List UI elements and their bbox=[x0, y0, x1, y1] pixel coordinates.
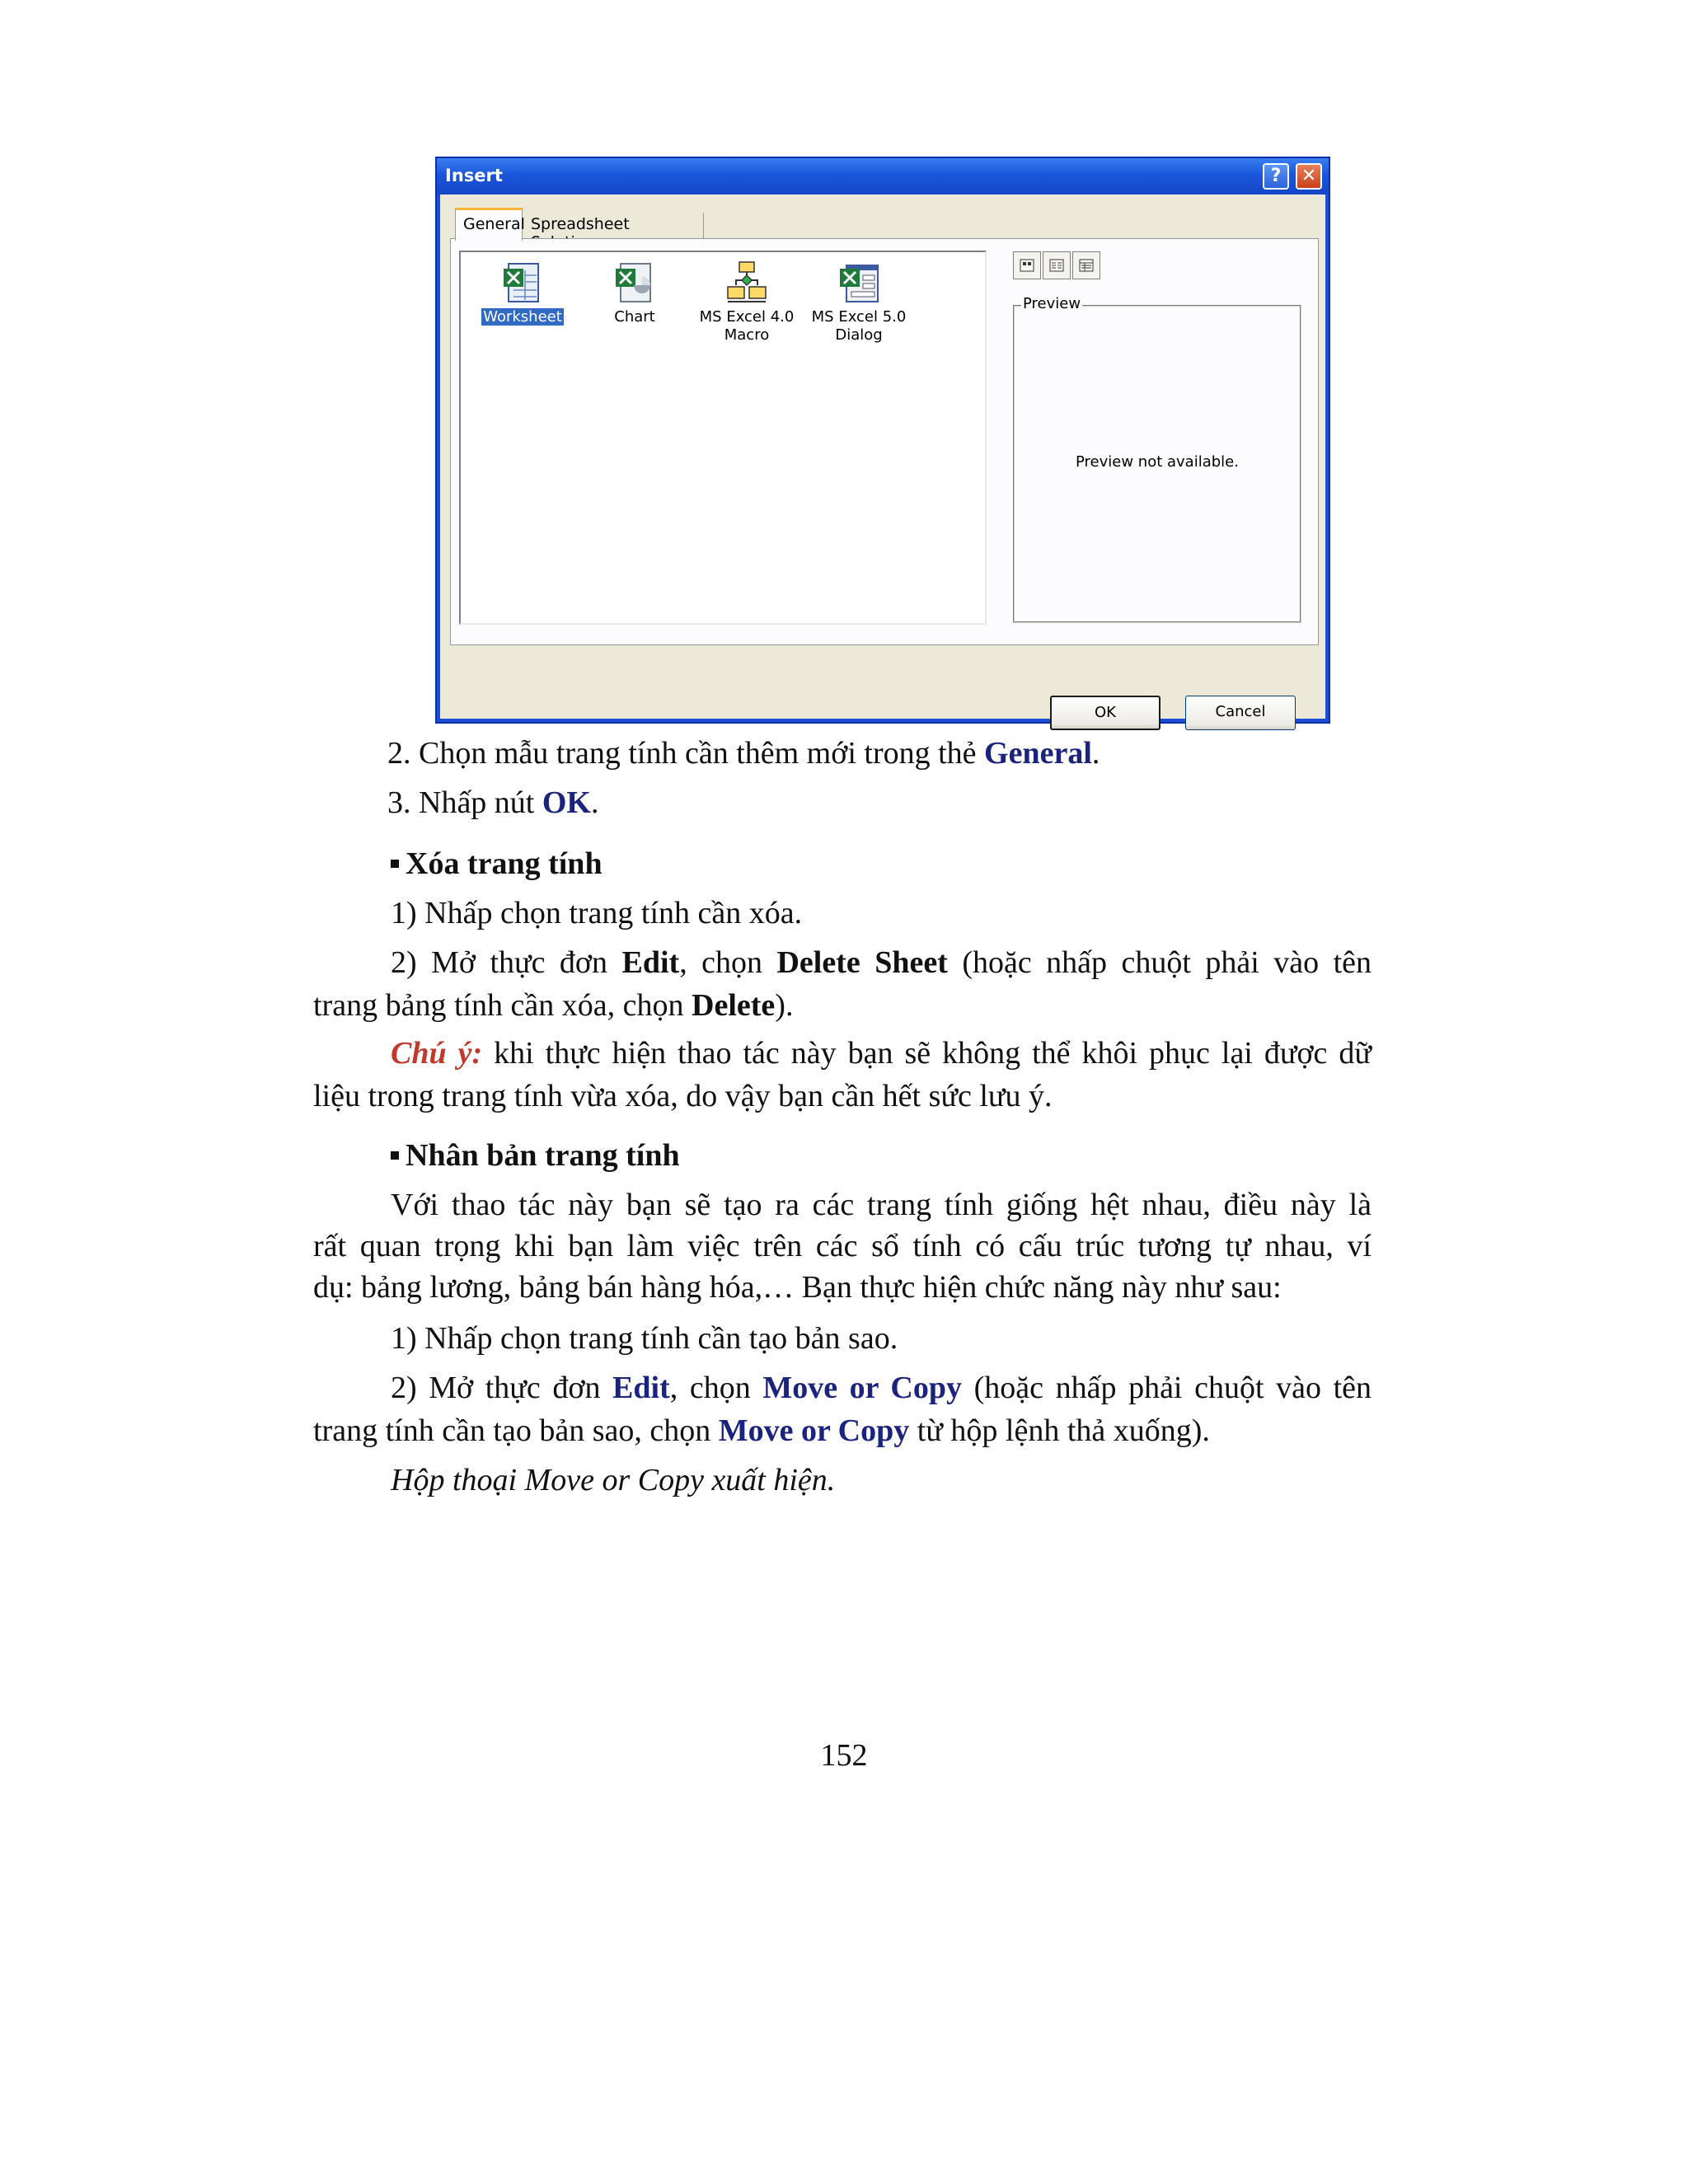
large-icons-view-button[interactable] bbox=[1013, 251, 1041, 279]
duplicate-step-2-a: 2) Mở thực đơn bbox=[391, 1371, 613, 1405]
view-buttons bbox=[1013, 251, 1102, 279]
macro-icon bbox=[724, 260, 769, 305]
duplicate-step-2-h: từ hộp lệnh thả xuống). bbox=[909, 1413, 1210, 1448]
template-item-chart[interactable] bbox=[581, 260, 688, 326]
dialog-icon bbox=[837, 260, 881, 305]
step-2-text: 2. Chọn mẫu trang tính cần thêm mới trong thẻ bbox=[387, 736, 985, 771]
dialog-title: Insert bbox=[445, 166, 503, 185]
delete-step-2-a: 2) Mở thực đơn bbox=[391, 945, 622, 980]
template-item-macro[interactable] bbox=[693, 260, 800, 344]
item-label: MS Excel 4.0 Macro bbox=[699, 308, 795, 344]
heading-duplicate-sheet bbox=[391, 1136, 680, 1175]
cancel-button[interactable]: Cancel bbox=[1185, 696, 1296, 730]
ok-button[interactable]: OK bbox=[1050, 696, 1160, 730]
paragraph-line-2: rất quan trọng khi bạn làm việc trên các sổ tính có cấu trúc tương tự nhau, ví bbox=[313, 1229, 1372, 1263]
large-icons-view-icon bbox=[1019, 257, 1035, 274]
details-view-icon bbox=[1078, 257, 1095, 274]
paragraph-line-1: Với thao tác này bạn sẽ tạo ra các trang tính giống hệt nhau, điều này là bbox=[391, 1188, 1372, 1222]
delete-step-2-f: trang bảng tính cần xóa, chọn bbox=[313, 988, 692, 1023]
paragraph-line-3: dụ: bảng lương, bảng bán hàng hóa,… Bạn thực hiện chức năng này như sau: bbox=[313, 1270, 1282, 1305]
duplicate-step-2-cont bbox=[313, 1411, 1210, 1451]
preview-label: Preview bbox=[1023, 295, 1081, 312]
bullet-icon bbox=[391, 860, 399, 868]
dialog-client bbox=[440, 194, 1325, 719]
delete-step-2-c: , chọn bbox=[679, 945, 777, 980]
page-number: 152 bbox=[820, 1738, 868, 1773]
insert-dialog bbox=[435, 157, 1330, 724]
tab-panel bbox=[450, 238, 1319, 645]
general-ref: General bbox=[984, 736, 1092, 771]
note-cont: liệu trong trang tính vừa xóa, do vậy bạn cần hết sức lưu ý. bbox=[313, 1079, 1053, 1113]
template-item-dialog[interactable] bbox=[805, 260, 912, 344]
move-or-copy-ref: Move or Copy bbox=[762, 1371, 963, 1405]
note bbox=[391, 1033, 1372, 1073]
close-button[interactable]: ✕ bbox=[1296, 163, 1322, 190]
move-or-copy-ref: Move or Copy bbox=[718, 1413, 910, 1448]
item-label: Worksheet bbox=[483, 308, 562, 326]
step-3-text: 3. Nhấp nút bbox=[387, 785, 542, 820]
step-3 bbox=[387, 783, 599, 823]
delete-ref: Delete bbox=[692, 988, 776, 1023]
item-label: MS Excel 5.0 Dialog bbox=[811, 308, 907, 344]
heading-delete-text: Xóa trang tính bbox=[406, 846, 603, 881]
delete-step-1: 1) Nhấp chọn trang tính cần xóa. bbox=[391, 896, 803, 930]
delete-sheet-ref: Delete Sheet bbox=[776, 945, 948, 980]
delete-step-2-e: (hoặc nhấp chuột phải vào tên bbox=[947, 945, 1372, 980]
preview-message: Preview not available. bbox=[1076, 453, 1239, 471]
note-text: khi thực hiện thao tác này bạn sẽ không thể khôi phục lại được dữ bbox=[482, 1036, 1372, 1071]
details-view-button[interactable] bbox=[1072, 251, 1100, 279]
preview-group bbox=[1013, 295, 1301, 623]
delete-step-2 bbox=[391, 943, 1372, 982]
worksheet-icon bbox=[500, 260, 545, 305]
duplicate-step-2-c: , chọn bbox=[669, 1371, 763, 1405]
item-label: Chart bbox=[614, 308, 655, 326]
help-button[interactable]: ? bbox=[1263, 163, 1289, 190]
ok-ref: OK bbox=[542, 785, 591, 820]
template-item-worksheet[interactable] bbox=[469, 260, 576, 326]
step-2-end: . bbox=[1091, 736, 1100, 771]
duplicate-step-2-e: (hoặc nhấp phải chuột vào tên bbox=[962, 1371, 1372, 1405]
delete-step-2-h: ). bbox=[775, 988, 794, 1023]
edit-ref: Edit bbox=[621, 945, 680, 980]
chart-icon bbox=[612, 260, 657, 305]
edit-ref: Edit bbox=[612, 1371, 670, 1405]
delete-step-2-cont bbox=[313, 986, 793, 1025]
template-list[interactable] bbox=[459, 251, 987, 625]
tab-spreadsheet-solutions[interactable]: Spreadsheet bbox=[526, 213, 704, 239]
duplicate-step-2-f: trang tính cần tạo bản sao, chọn bbox=[313, 1413, 719, 1448]
heading-delete-sheet bbox=[391, 844, 603, 883]
duplicate-step-2 bbox=[391, 1368, 1372, 1408]
step-2 bbox=[387, 733, 1100, 773]
note-label: Chú ý: bbox=[391, 1036, 483, 1071]
bullet-icon bbox=[391, 1151, 399, 1160]
list-view-icon bbox=[1048, 257, 1065, 274]
step-3-end: . bbox=[591, 785, 599, 820]
duplicate-step-1: 1) Nhấp chọn trang tính cần tạo bản sao. bbox=[391, 1321, 898, 1356]
tab-general[interactable]: General bbox=[455, 208, 523, 241]
heading-duplicate-text: Nhân bản trang tính bbox=[406, 1138, 680, 1173]
title-bar[interactable] bbox=[437, 158, 1329, 194]
closing-line: Hộp thoại Move or Copy xuất hiện. bbox=[391, 1463, 836, 1497]
list-view-button[interactable] bbox=[1043, 251, 1071, 279]
